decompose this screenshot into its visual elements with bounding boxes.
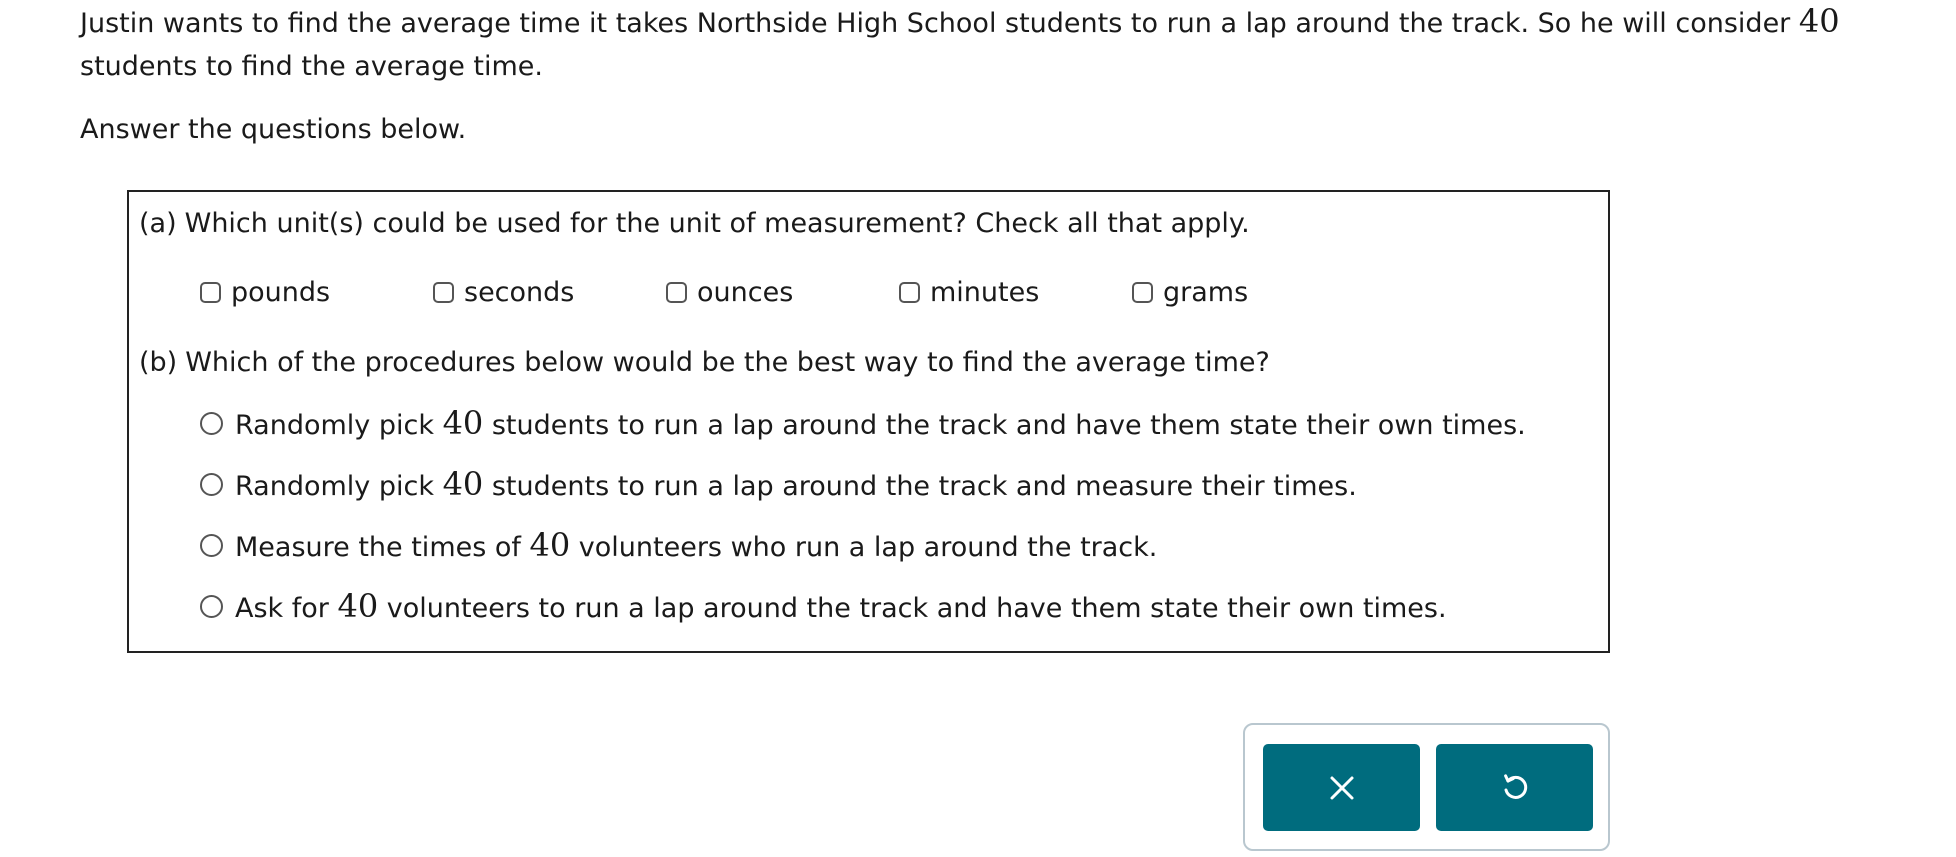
question-b-label: (b)	[139, 347, 178, 378]
checkbox-label: ounces	[697, 276, 794, 308]
checkbox-label: pounds	[231, 276, 331, 308]
problem-statement	[80, 0, 1940, 151]
checkbox-icon[interactable]	[1132, 282, 1153, 303]
checkbox-seconds[interactable]	[433, 274, 574, 310]
radio-icon[interactable]	[200, 412, 223, 435]
radio-option-4[interactable]	[200, 584, 1447, 628]
radio-icon[interactable]	[200, 473, 223, 496]
radio-label: Randomly pick 40 students to run a lap around the track and measure their times.	[235, 465, 1357, 503]
radio-option-3[interactable]	[200, 523, 1157, 567]
checkbox-grams[interactable]	[1132, 274, 1248, 310]
radio-option-1[interactable]	[200, 401, 1526, 445]
action-button-panel	[1243, 723, 1610, 851]
question-b	[139, 347, 1270, 378]
student-count: 40	[1798, 2, 1840, 40]
radio-label: Ask for 40 volunteers to run a lap around the track and have them state their own times.	[235, 587, 1447, 625]
checkbox-icon[interactable]	[433, 282, 454, 303]
checkbox-icon[interactable]	[666, 282, 687, 303]
clear-button[interactable]	[1263, 744, 1420, 831]
checkbox-ounces[interactable]	[666, 274, 793, 310]
radio-icon[interactable]	[200, 595, 223, 618]
radio-option-2[interactable]	[200, 462, 1357, 506]
checkbox-minutes[interactable]	[899, 274, 1039, 310]
question-b-text: Which of the procedures below would be the best way to find the average time?	[185, 347, 1270, 378]
instruction-text: Answer the questions below.	[80, 114, 467, 145]
radio-icon[interactable]	[200, 534, 223, 557]
undo-icon	[1499, 772, 1531, 804]
checkbox-icon[interactable]	[899, 282, 920, 303]
problem-text: Justin wants to find the average time it takes Northside High School students to run a lap around the track. So he will consider 40 students to find the average time.	[80, 2, 1840, 82]
question-a-text: Which unit(s) could be used for the unit of measurement? Check all that apply.	[184, 208, 1250, 239]
question-box	[127, 190, 1610, 653]
undo-button[interactable]	[1436, 744, 1593, 831]
unit-checkbox-group	[200, 274, 1400, 310]
checkbox-label: seconds	[464, 276, 575, 308]
checkbox-label: grams	[1163, 276, 1249, 308]
checkbox-pounds[interactable]	[200, 274, 330, 310]
question-a	[139, 208, 1250, 239]
checkbox-icon[interactable]	[200, 282, 221, 303]
radio-label: Measure the times of 40 volunteers who run a lap around the track.	[235, 526, 1158, 564]
radio-label: Randomly pick 40 students to run a lap around the track and have them state their own times.	[235, 404, 1526, 442]
question-a-label: (a)	[139, 208, 177, 239]
checkbox-label: minutes	[930, 276, 1040, 308]
close-icon	[1327, 773, 1357, 803]
